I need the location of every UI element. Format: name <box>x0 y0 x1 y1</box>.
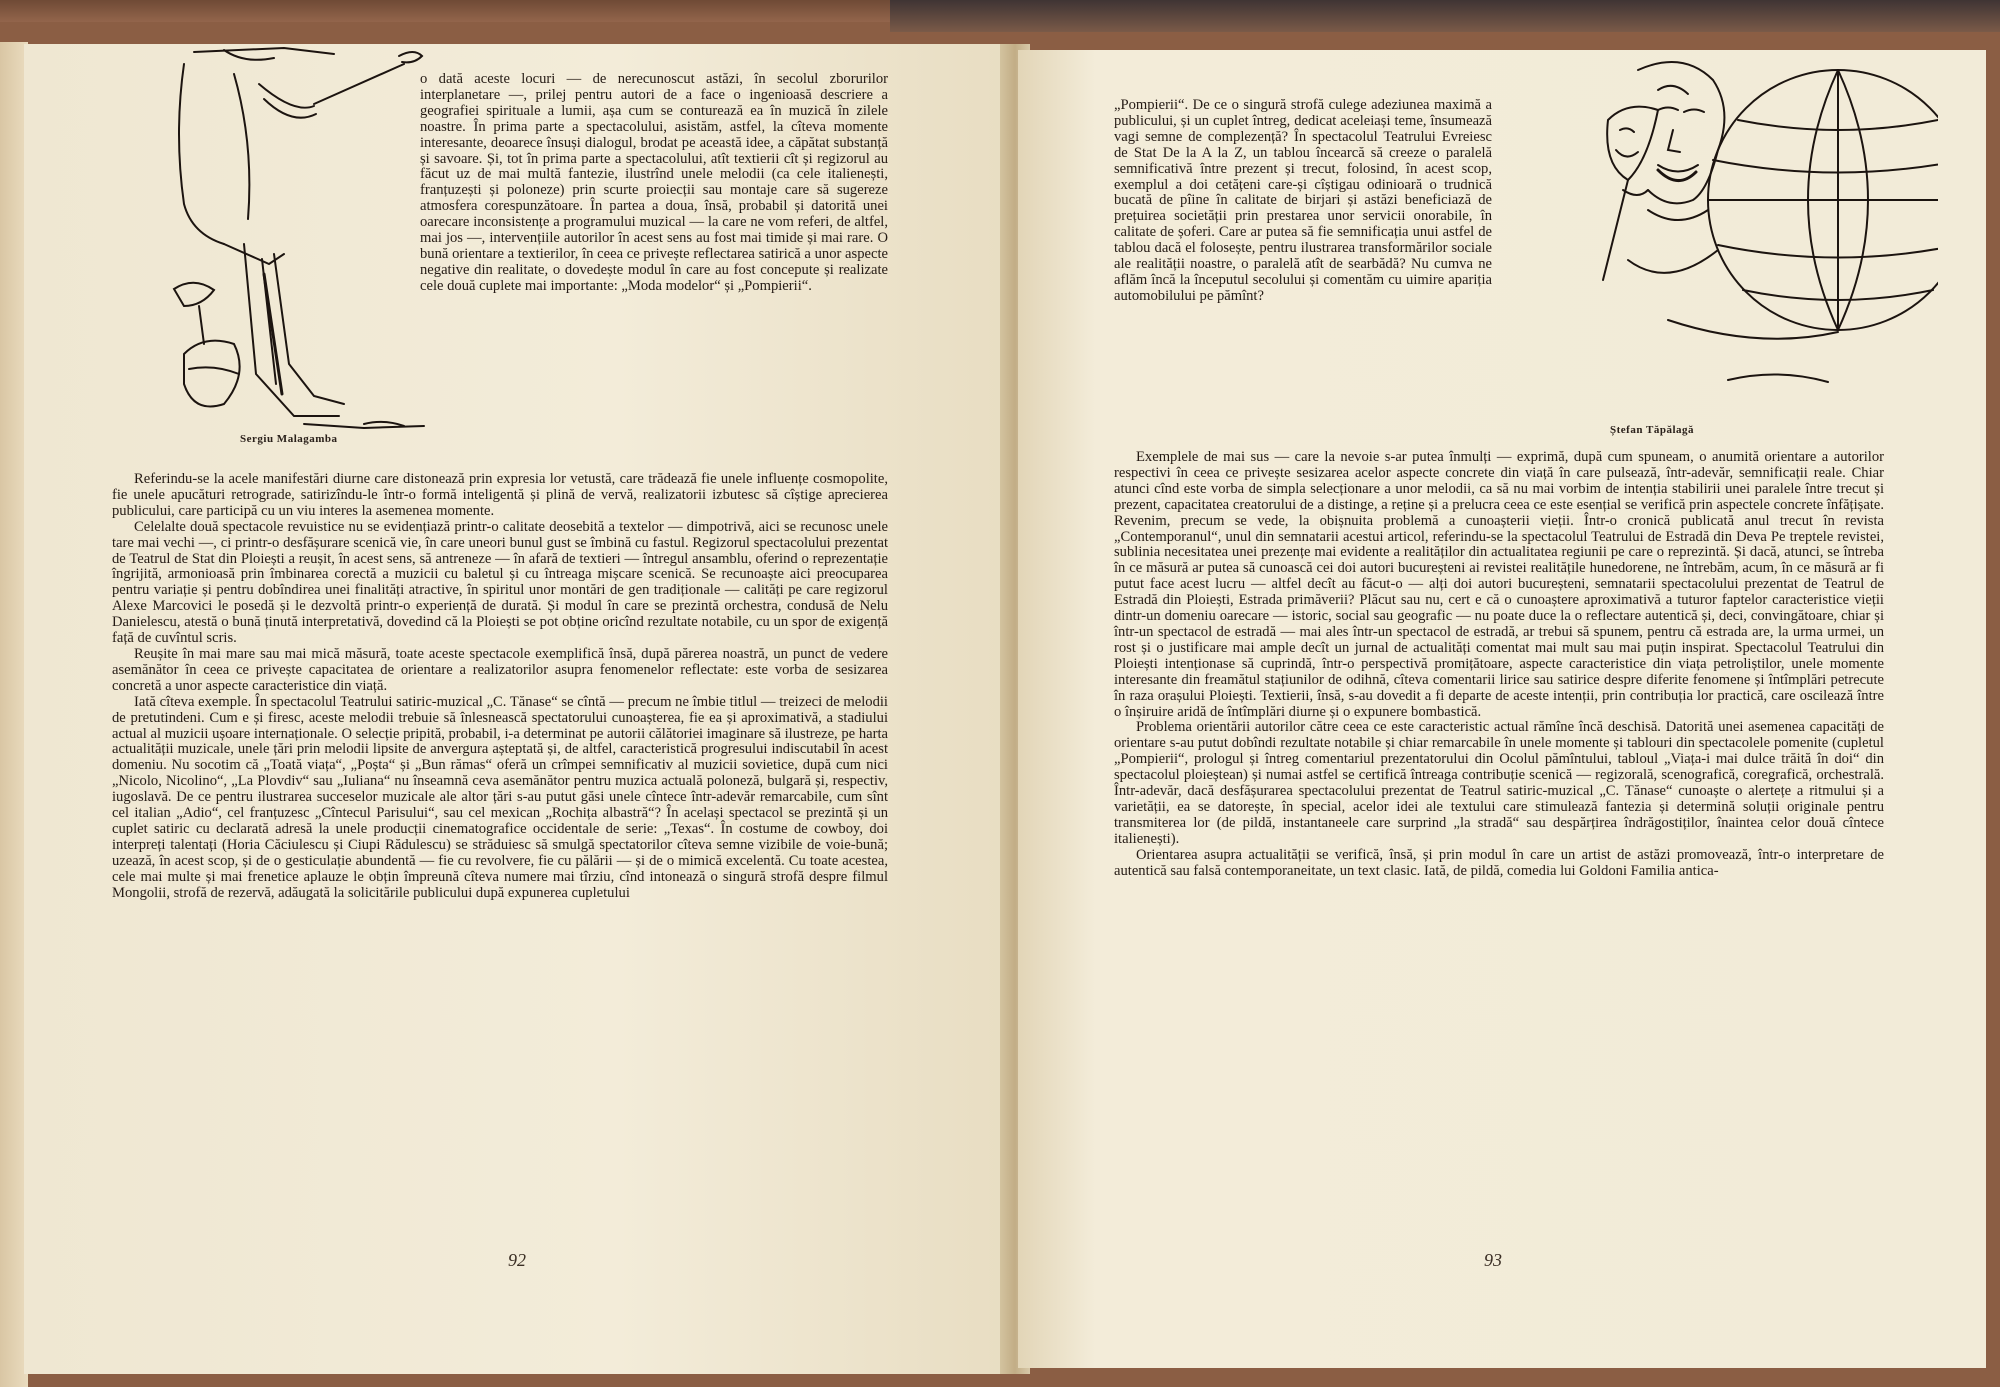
left-paragraph-1: Referindu-se la acele manifestări diurne care distonează prin expresia lor vetustă, care trădează fie unele influențe cosmopolite, fie unele apucături retrograde, satirizîndu-le într-o formă inteligentă și plină de vervă, realizatorii izbutesc să cîștige aprecierea publicului, care participă cu un viu interes la asemenea momente. <box>112 471 888 519</box>
right-illustration-caption: Ștefan Tăpălagă <box>1610 424 1695 436</box>
right-page-body-text <box>1114 450 1884 879</box>
left-page-number: 92 <box>508 1250 526 1270</box>
right-paragraph-1: Exemplele de mai sus — care la nevoie s-ar putea înmulți — exprimă, după cum spuneam, o anumită orientare a autorilor respectivi în ceea ce privește sesizarea acelor aspecte concrete din viață în care pulsează, într-adevăr, semnificații reale. Chiar atunci cînd este vorba de simpla selecționare a unor melodii, ca să nu mai vorbim de intenția stabilirii unei paralele între trecut și prezent, capacitatea creatorului de a distinge, a reține și a prelucra ceea ce este esențial se verifică prin aspectele concrete înfățișate. Revenim, precum se vede, la obișnuita problemă a cunoașterii vieții. Într-o cronică publicată anul trecut în revista „Contemporanul“, unul din semnatarii acestui articol, referindu-se la spectacolul Teatrului de Estradă din Deva Pe treptele revistei, sublinia necesitatea unei prezențe mai evidente a realităților din actualitatea regiunii pe care o reprezintă. Și dacă, atunci, se întreba în ce măsură ar putea să cunoască cei doi autori bucureșteni ai revistei realitățile hunedorene, ne întrebăm, acum, în ce măsură ar fi putut face acest lucru — altfel decît au făcut-o — alți doi autori bucureșteni, semnatarii spectacolului prezentat de Teatrul de Estradă din Ploiești, Estrada primăverii? Plăcut sau nu, cert e că o cunoaștere aproximativă a tuturor faptelor caracteristice vieții dintr-un domeniu oarecare — istoric, social sau geografic — nu poate duce la o reflectare autentică și, deci, convingătoare, chiar și într-un spectacol de estradă — mai ales într-un spectacol de estradă, ar trebui să spunem, pentru că estrada are, la urma urmei, un rost și o justificare mai ample decît un jurnal de actualități comentat mai mult sau mai puțin inspirat. Spectacolul Teatrului din Ploiești intenționase să cuprindă, într-o perspectivă promițătoare, aspecte caracteristice din viața petroliștilor, unele momente interesante din freamătul stațiunilor de odihnă, cîteva comentarii lirice sau satirice despre diferite fenomene și întîmplări petrecute în raza orașului Ploiești. Textierii, însă, s-au dovedit a fi departe de aceste intenții, prin contribuția lor practică, care oscilează între o înșiruire aridă de întîmplări diurne și o expunere bombastică. <box>1114 449 1884 720</box>
right-page-number: 93 <box>1484 1250 1502 1270</box>
right-column-paragraph: „Pompierii“. De ce o singură strofă culege adeziunea maximă a publicului, și un cuplet întreg, dedicat aceleiași teme, însumează vagi semne de complezență? În spectacolul Teatrului Evreiesc de Stat De la A la Z, un tablou încearcă să creeze o paralelă semnificativă între prezent și trecut, folosind, în acest scop, exemplul a doi cetățeni care-și cîștigau odinioară o trudnică bucată de pîine în calitate de birjari și astăzi beneficiază de prețuirea societății prin prestarea unor servicii onorabile, în calitate de șoferi. Care ar putea să fie semnificația unui astfel de tablou dacă el folosește, pentru ilustrarea transformărilor sociale ale realității noastre, o paralelă atît de searbădă? Nu cumva ne aflăm încă la începutul secolului și comentăm cu uimire apariția automobilului pe pămînt? <box>1114 97 1492 304</box>
left-paragraph-4: Iată cîteva exemple. În spectacolul Teatrului satiric-muzical „C. Tănase“ se cîntă — precum ne îmbie titlul — treizeci de melodii de pretutindeni. Cum e și firesc, aceste melodii trebuie să înlesnească spectatorului cunoașterea, fie ea și aproximativă, a stadiului actual al muzicii ușoare internaționale. O selecție pripită, probabil, i-a determinat pe autorii călătoriei imaginare să ilustreze, pe harta actualității muzicale, unele țări prin melodii lipsite de anvergura așteptată și, de altfel, caracteristică progresului indiscutabil în acest domeniu. Nu socotim că „Toată viața“, „Poșta“ și „Bun rămas“ oferă un crîmpei semnificativ al muzicii sovietice, după cum nici „Nicolo, Nicolino“, „La Plovdiv“ sau „Iuliana“ nu înseamnă ceva asemănător pentru muzica actuală poloneză, bulgară și, respectiv, iugoslavă. De ce pentru ilustrarea succeselor muzicale ale altor țări s-au putut găsi unele cîntece într-adevăr remarcabile, cum sînt cel italian „Adio“, cel franțuzesc „Cîntecul Parisului“, sau cel mexican „Rochița albastră“? În același spectacol se prezintă și un cuplet satiric cu declarată adresă la unele producții cinematografice occidentale de serie: „Texas“. În costume de cowboy, doi interpreți talentați (Horia Căciulescu și Ciupi Rădulescu) se străduiesc să smulgă spectatorilor cîteva semne vizibile de voie-bună; uzează, în acest scop, și de o gesticulație abundentă — fie cu revolvere, fie cu pălării — și de o mimică excelentă. Cu toate acestea, cele mai multe și mai frenetice aplauze le obțin împreună cîteva numere mai tîrziu, cînd intonează o singură strofă despre filmul Mongolii, strofă de rezervă, adăugată la solicitările publicului după expunerea cupletului <box>112 693 888 901</box>
left-column-paragraph: o dată aceste locuri — de nerecunoscut astăzi, în secolul zborurilor interplanetare —, prilej pentru autori de a face o ingenioasă descriere a geografiei spirituale a lumii, așa cum se conturează ea în muzică în zilele noastre. În prima parte a spectacolului, asistăm, astfel, la cîteva momente interesante, deoarece însuși dialogul, brodat pe această idee, a căpătat substanță și savoare. Și, tot în prima parte a spectacolului, atît textierii cît și regizorul au făcut uz de mai multă fantezie, ilustrînd unele melodii (ca cele italienești, franțuzești și poloneze) prin scurte proiecții sau montaje care să sugereze atmosfera corespunzătoare. În partea a doua, însă, probabil și datorită unei oarecare inconsistențe a programului muzical — la care ne vom referi, de altfel, mai jos —, intervențiile autorilor în acest sens au fost mai timide și mai rare. O bună orientare a textierilor, în ceea ce privește reflectarea satirică a unor aspecte negative din realitate, o dovedește modul în care au fost concepute și realizate cele două cuplete mai importante: „Moda modelor“ și „Pompierii“. <box>420 71 888 294</box>
caricature-illustration-right <box>1508 50 1938 410</box>
left-paragraph-2: Celelalte două spectacole revuistice nu se evidențiază printr-o calitate deosebită a textelor — dimpotrivă, aici se recunosc unele tare mai vechi —, ci printr-o desfășurare scenică vie, în care uneori bunul gust se îmbină cu fastul. Regizorul spectacolului prezentat de Teatrul de Stat din Ploiești a reușit, în acest sens, să antreneze — în afară de textieri — întregul ansamblu, oferind o reprezentație îngrijită, armonioasă prin îmbinarea corectă a muzicii cu baletul și cu întreaga mișcare scenică. Se recunoaște aici preocuparea pentru variație și pentru dobîndirea unei finalități atractive, în spiritul unor montări de gen tradiționale — calități pe care regizorul Alexe Marcovici le posedă și le dezvoltă printr-o experiență de durată. Și modul în care se prezintă orchestra, condusă de Nelu Danielescu, atestă o bună ținută interpretativă, dovedind că la Ploiești se pot obține oricînd rezultate notabile, cu un spor de exigență față de cuvîntul scris. <box>112 518 888 647</box>
left-page-body-text <box>112 472 888 901</box>
left-page <box>24 44 1014 1374</box>
left-illustration-caption: Sergiu Malagamba <box>240 433 338 445</box>
caricature-illustration-left <box>164 44 429 434</box>
right-page-column-text <box>1114 98 1492 305</box>
right-paragraph-3: Orientarea asupra actualității se verifică, însă, și prin modul în care un artist de astăzi promovează, într-o interpretare de autentică sau falsă contemporaneitate, un text clasic. Iată, de pildă, comedia lui Goldoni Familia antica- <box>1114 846 1884 879</box>
right-page <box>1018 50 1986 1368</box>
right-paragraph-2: Problema orientării autorilor către ceea ce este caracteristic actual rămîne încă deschisă. Datorită unei asemenea capacități de orientare s-au putut dobîndi rezultate notabile și chiar remarcabile în unele momente și tablouri din spectacolele pomenite (cupletul „Pompierii“, prologul și întreg comentariul prezentatorului din Ocolul pămîntului, tabloul „Viața-i mai dulce trăită în doi“ din spectacolul ploieștean) și numai astfel se certifică întreaga contribuție scenică — regizorală, scenografică, coregrafică, orchestrală. Într-adevăr, dacă desfășurarea spectacolului prezentat de Teatrul satiric-muzical „C. Tănase“ cunoaște o alertețe a ritmului și a varietății, ea se datorește, în special, acelor idei ale textului care stimulează fantezia și determină soluții originale pentru transmiterea lor (de pildă, instantaneele care surprind „la stradă“ sau despărțirea îndrăgostiților, înaintea celor două cîntece italienești). <box>1114 719 1884 847</box>
background-object <box>890 0 2000 32</box>
left-paragraph-3: Reușite în mai mare sau mai mică măsură, toate aceste spectacole exemplifică însă, după părerea noastră, un punct de vedere asemănător în ceea ce privește capacitatea de orientare a realizatorilor asupra fenomenelor reflectate: este vorba de sesizarea concretă a unor aspecte caracteristice din viață. <box>112 645 888 694</box>
left-page-column-text <box>420 72 888 295</box>
